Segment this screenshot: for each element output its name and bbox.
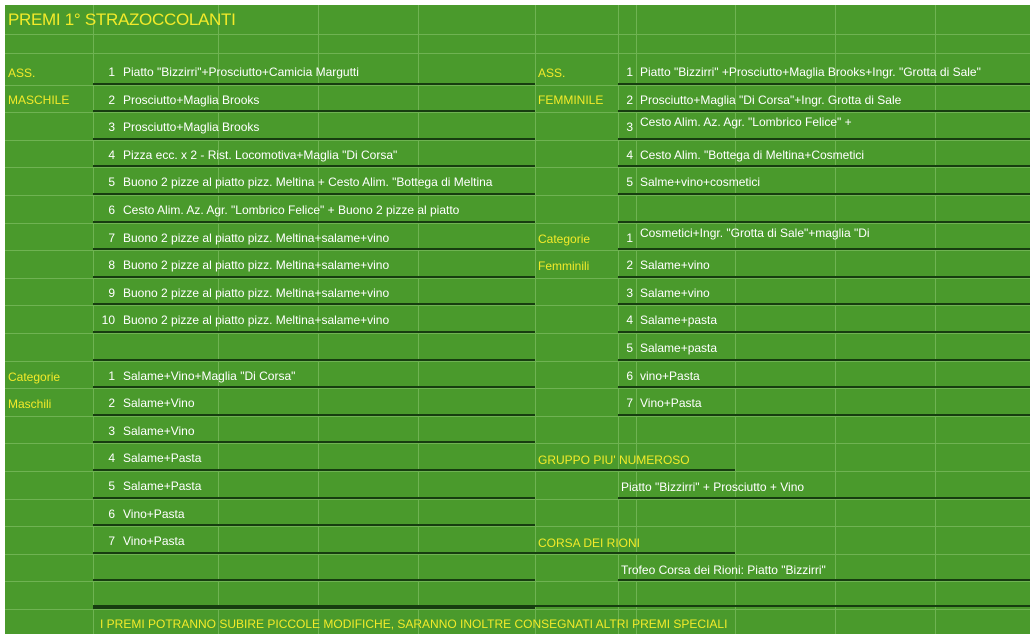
grid-line — [5, 609, 1030, 610]
categorie-femminili-row-prize: Salame+pasta — [640, 341, 718, 355]
ass-femminile-row-rank: 2 — [626, 93, 633, 107]
ass-femminile-row-rank: 3 — [626, 120, 633, 134]
ass-maschile-row-prize: Prosciutto+Maglia Brooks — [123, 120, 260, 134]
categorie-maschili-row-rank: 7 — [108, 534, 115, 548]
section-label-categorie-maschili: Maschili — [8, 397, 52, 411]
grid-line — [5, 195, 1030, 196]
ass-femminile-row-rank: 4 — [626, 148, 633, 162]
grid-line — [5, 388, 1030, 389]
row-underline — [93, 552, 535, 554]
ass-maschile-row-prize: Buono 2 pizze al piatto pizz. Meltina+salame+vino — [123, 286, 390, 300]
categorie-femminili-row-prize: Salame+vino — [640, 258, 710, 272]
section-label-corsa: CORSA DEI RIONI — [538, 536, 641, 550]
grid-line — [5, 112, 1030, 113]
categorie-femminili-row-prize: Salame+pasta — [640, 313, 718, 327]
categorie-femminili-row-rank: 1 — [626, 231, 633, 245]
row-underline — [93, 138, 535, 140]
ass-maschile-row-prize: Pizza ecc. x 2 - Rist. Locomotiva+Maglia "Di Corsa" — [123, 148, 398, 162]
section-label-categorie-femminili: Categorie — [538, 232, 591, 246]
row-underline — [618, 579, 1030, 581]
ass-maschile-row-rank: 2 — [108, 93, 115, 107]
grid-line — [5, 53, 1030, 54]
row-underline — [93, 165, 535, 167]
categorie-femminili-row-rank: 5 — [626, 341, 633, 355]
grid-line — [5, 223, 1030, 224]
corsa-prize: Trofeo Corsa dei Rioni: Piatto "Bizzirri" — [621, 563, 826, 577]
page-title: PREMI 1° STRAZOCCOLANTI — [8, 10, 236, 29]
grid-line — [5, 250, 1030, 251]
row-underline — [93, 110, 535, 112]
grid-line — [5, 85, 1030, 86]
categorie-femminili-row-prize: vino+Pasta — [640, 369, 700, 383]
grid-line — [5, 416, 1030, 417]
row-underline — [618, 221, 1030, 223]
section-label-categorie-maschili: Categorie — [8, 370, 61, 384]
grid-line — [5, 278, 1030, 279]
ass-maschile-row-prize: Cesto Alim. Az. Agr. "Lombrico Felice" + Buono 2 pizze al piatto — [123, 203, 460, 217]
row-underline — [93, 524, 535, 526]
ass-maschile-row-rank: 6 — [108, 203, 115, 217]
grid-line — [93, 5, 94, 634]
categorie-femminili-row-prize: Vino+Pasta — [640, 396, 702, 410]
row-underline — [93, 276, 535, 278]
grid-line — [5, 526, 1030, 527]
ass-maschile-row-rank: 7 — [108, 231, 115, 245]
row-underline — [618, 248, 1030, 250]
ass-maschile-row-rank: 4 — [108, 148, 115, 162]
row-underline — [93, 607, 535, 609]
row-underline — [93, 359, 535, 361]
categorie-femminili-row-rank: 3 — [626, 286, 633, 300]
row-underline — [93, 331, 535, 333]
ass-femminile-row-rank: 5 — [626, 175, 633, 189]
grid-line — [5, 471, 1030, 472]
categorie-maschili-row-prize: Salame+Pasta — [123, 479, 202, 493]
categorie-maschili-row-prize: Salame+Pasta — [123, 451, 202, 465]
grid-line — [5, 167, 1030, 168]
grid-line — [5, 140, 1030, 141]
row-underline — [618, 414, 1030, 416]
categorie-maschili-row-prize: Salame+Vino — [123, 396, 195, 410]
section-label-ass-femminile: FEMMINILE — [538, 93, 604, 107]
categorie-maschili-row-rank: 4 — [108, 451, 115, 465]
ass-femminile-row-prize: Piatto "Bizzirri" +Prosciutto+Maglia Brooks+Ingr. "Grotta di Sale" — [640, 65, 981, 79]
section-label-ass-maschile: MASCHILE — [8, 93, 70, 107]
row-underline — [93, 605, 1030, 607]
grid-line — [5, 554, 1030, 555]
grid-line — [5, 581, 1030, 582]
row-underline — [535, 469, 735, 471]
categorie-maschili-row-rank: 6 — [108, 507, 115, 521]
row-underline — [618, 165, 1030, 167]
grid-line — [5, 443, 1030, 444]
row-underline — [93, 83, 535, 85]
row-underline — [93, 497, 535, 499]
row-underline — [618, 138, 1030, 140]
ass-femminile-row-rank: 1 — [626, 65, 633, 79]
categorie-femminili-row-rank: 2 — [626, 258, 633, 272]
ass-maschile-row-rank: 1 — [108, 65, 115, 79]
section-label-gruppo: GRUPPO PIU' NUMEROSO — [538, 453, 690, 467]
categorie-maschili-row-prize: Vino+Pasta — [123, 507, 185, 521]
row-underline — [93, 221, 535, 223]
ass-maschile-row-prize: Piatto "Bizzirri"+Prosciutto+Camicia Margutti — [123, 65, 359, 79]
grid-line — [5, 499, 1030, 500]
row-underline — [93, 579, 535, 581]
categorie-maschili-row-rank: 2 — [108, 396, 115, 410]
row-underline — [93, 193, 535, 195]
ass-femminile-row-prize: Cesto Alim. Az. Agr. "Lombrico Felice" + — [640, 115, 852, 129]
row-underline — [93, 469, 535, 471]
gruppo-prize: Piatto "Bizzirri" + Prosciutto + Vino — [621, 480, 805, 494]
ass-maschile-row-prize: Buono 2 pizze al piatto pizz. Meltina+salame+vino — [123, 231, 390, 245]
ass-maschile-row-rank: 5 — [108, 175, 115, 189]
categorie-maschili-row-rank: 1 — [108, 369, 115, 383]
ass-maschile-row-prize: Buono 2 pizze al piatto pizz. Meltina + Cesto Alim. "Bottega di Meltina — [123, 175, 493, 189]
row-underline — [93, 248, 535, 250]
grid-line — [5, 333, 1030, 334]
grid-line — [535, 5, 536, 634]
section-label-ass-maschile: ASS. — [8, 66, 36, 80]
grid-line — [5, 305, 1030, 306]
row-underline — [618, 276, 1030, 278]
categorie-femminili-row-rank: 6 — [626, 369, 633, 383]
categorie-maschili-row-rank: 3 — [108, 424, 115, 438]
categorie-maschili-row-rank: 5 — [108, 479, 115, 493]
ass-femminile-row-prize: Salme+vino+cosmetici — [640, 175, 761, 189]
categorie-femminili-row-prize: Salame+vino — [640, 286, 710, 300]
row-underline — [618, 110, 1030, 112]
section-label-ass-femminile: ASS. — [538, 66, 566, 80]
row-underline — [618, 83, 1030, 85]
ass-maschile-row-rank: 8 — [108, 258, 115, 272]
ass-femminile-row-prize: Prosciutto+Maglia "Di Corsa"+Ingr. Grotta di Sale — [640, 93, 902, 107]
grid-line — [5, 361, 1030, 362]
row-underline — [618, 303, 1030, 305]
row-underline — [93, 414, 535, 416]
ass-maschile-row-rank: 10 — [101, 313, 115, 327]
ass-maschile-row-rank: 3 — [108, 120, 115, 134]
grid-line — [935, 5, 936, 634]
grid-line — [418, 5, 419, 634]
ass-maschile-row-prize: Buono 2 pizze al piatto pizz. Meltina+salame+vino — [123, 258, 390, 272]
footer-note: I PREMI POTRANNO SUBIRE PICCOLE MODIFICHE, SARANNO INOLTRE CONSEGNATI ALTRI PREMI SPECIALI — [100, 617, 728, 631]
row-underline — [535, 552, 735, 554]
section-label-categorie-femminili: Femminili — [538, 259, 590, 273]
ass-maschile-row-prize: Prosciutto+Maglia Brooks — [123, 93, 260, 107]
row-underline — [618, 331, 1030, 333]
ass-femminile-row-prize: Cesto Alim. "Bottega di Meltina+Cosmetici — [640, 148, 865, 162]
row-underline — [93, 441, 535, 443]
row-underline — [618, 359, 1030, 361]
ass-maschile-row-rank: 9 — [108, 286, 115, 300]
row-underline — [618, 386, 1030, 388]
categorie-maschili-row-prize: Vino+Pasta — [123, 534, 185, 548]
row-underline — [618, 497, 1030, 499]
categorie-maschili-row-prize: Salame+Vino — [123, 424, 195, 438]
row-underline — [93, 386, 535, 388]
row-underline — [93, 303, 535, 305]
categorie-femminili-row-rank: 4 — [626, 313, 633, 327]
categorie-maschili-row-prize: Salame+Vino+Maglia "Di Corsa" — [123, 369, 296, 383]
categorie-femminili-row-rank: 7 — [626, 396, 633, 410]
spreadsheet-grid — [5, 5, 1030, 634]
grid-line — [5, 34, 1030, 35]
ass-maschile-row-prize: Buono 2 pizze al piatto pizz. Meltina+salame+vino — [123, 313, 390, 327]
categorie-femminili-row-prize: Cosmetici+Ingr. "Grotta di Sale"+maglia "Di — [640, 226, 870, 240]
row-underline — [618, 193, 1030, 195]
